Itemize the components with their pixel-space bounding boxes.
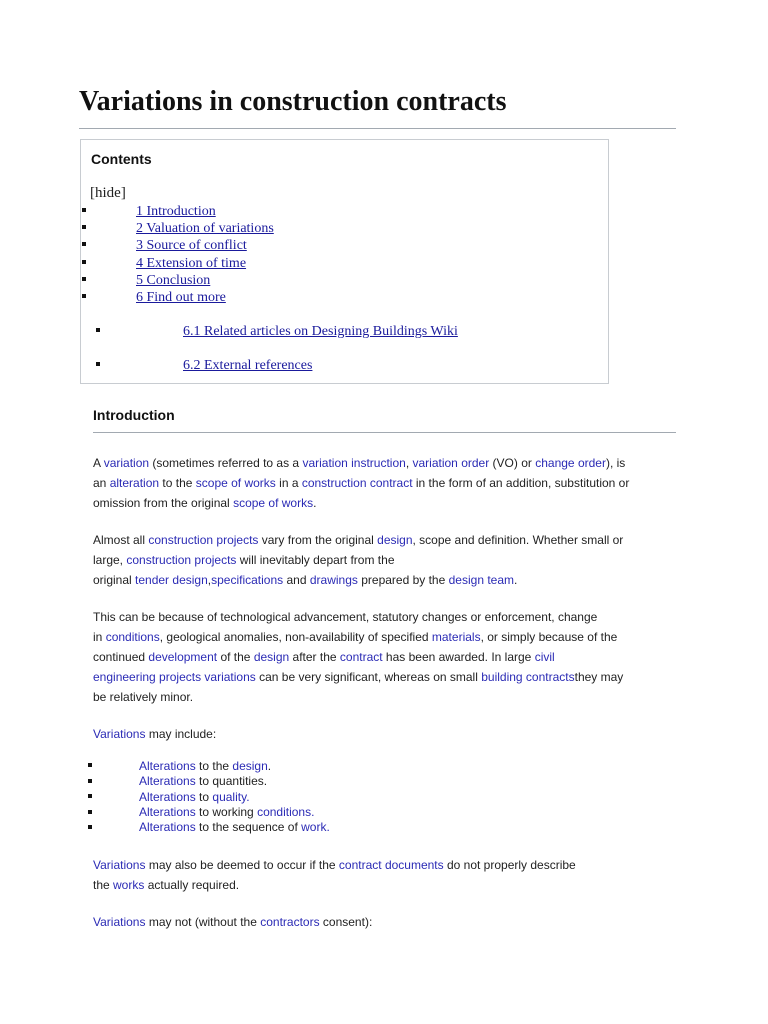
toc-heading: Contents — [91, 151, 152, 167]
list-item: Alterations to working conditions. — [139, 805, 315, 819]
text-line: A variation (sometimes referred to as a variation instruction, variation order (VO) or change order), is — [93, 456, 626, 470]
toc-bullet — [96, 362, 100, 366]
text-line: This can be because of technological advancement, statutory changes or enforcement, change — [93, 610, 598, 624]
link-quality[interactable]: quality. — [212, 790, 250, 804]
text-line: omission from the original scope of works. — [93, 496, 317, 510]
list-bullet — [88, 763, 92, 767]
text-line: continued development of the design after the contract has been awarded. In large civil — [93, 650, 555, 664]
toc-link-conclusion[interactable]: 5 Conclusion — [136, 273, 211, 288]
intro-paragraph-6 — [93, 912, 372, 932]
section-divider — [93, 432, 676, 433]
link-variation-order[interactable]: variation order — [412, 456, 490, 470]
link-design-team[interactable]: design team — [448, 573, 514, 587]
toc-bullet — [82, 260, 86, 264]
link-alterations[interactable]: Alterations — [139, 805, 196, 819]
link-work[interactable]: work. — [301, 820, 330, 834]
link-conditions[interactable]: conditions. — [257, 805, 315, 819]
link-variations[interactable]: Variations — [93, 727, 146, 741]
title-divider — [79, 128, 676, 129]
link-development[interactable]: development — [148, 650, 218, 664]
link-alterations[interactable]: Alterations — [139, 759, 196, 773]
toc-link-conflict[interactable]: 3 Source of conflict — [136, 238, 247, 253]
toc-bullet — [82, 242, 86, 246]
link-building-contracts[interactable]: building contracts — [481, 670, 575, 684]
text-line: in conditions, geological anomalies, non-availability of specified materials, or simply because of the — [93, 630, 618, 644]
text-line: Variations may not (without the contractors consent): — [93, 915, 373, 929]
toc-link-introduction[interactable]: 1 Introduction — [136, 204, 216, 219]
link-design[interactable]: design — [377, 533, 413, 547]
intro-paragraph-1 — [93, 453, 629, 513]
link-variations[interactable]: variations — [204, 670, 256, 684]
link-variations[interactable]: Variations — [93, 858, 146, 872]
text-line: original tender design,specifications and drawings prepared by the design team. — [93, 573, 518, 587]
link-contract[interactable]: contract — [339, 650, 383, 664]
intro-paragraph-3 — [93, 607, 623, 707]
text-line: be relatively minor. — [93, 690, 194, 704]
link-conditions[interactable]: conditions — [105, 630, 160, 644]
link-construction-projects[interactable]: construction projects — [126, 553, 237, 567]
link-construction-projects[interactable]: construction projects — [148, 533, 259, 547]
toc-link-find-out-more[interactable]: 6 Find out more — [136, 290, 226, 305]
text-line: Variations may include: — [93, 727, 217, 741]
toc-bullet — [82, 225, 86, 229]
link-design[interactable]: design — [232, 759, 268, 773]
intro-paragraph-4 — [93, 724, 216, 744]
text-line: large, construction projects will inevitably depart from the — [93, 553, 395, 567]
intro-paragraph-5 — [93, 855, 576, 895]
link-civil[interactable]: civil — [534, 650, 555, 664]
list-item: Alterations to the sequence of work. — [139, 820, 330, 834]
text-line: the works actually required. — [93, 878, 240, 892]
section-heading-introduction: Introduction — [93, 407, 175, 423]
link-alteration[interactable]: alteration — [109, 476, 160, 490]
list-item: Alterations to quality. — [139, 790, 250, 804]
toc-hide-toggle[interactable]: [hide] — [90, 185, 126, 201]
list-bullet — [88, 810, 92, 814]
toc-bullet — [96, 328, 100, 332]
toc-link-related-articles[interactable]: 6.1 Related articles on Designing Buildings Wiki — [183, 324, 458, 339]
link-scope-of-works[interactable]: scope of works — [233, 496, 314, 510]
link-construction-contract[interactable]: construction contract — [301, 476, 413, 490]
link-design[interactable]: design — [253, 650, 290, 664]
link-scope-of-works[interactable]: scope of works — [195, 476, 276, 490]
toc-bullet — [82, 277, 86, 281]
list-bullet — [88, 825, 92, 829]
text-line: engineering projects variations can be very significant, whereas on small building contractsthey may — [93, 670, 624, 684]
link-variation-instruction[interactable]: variation instruction — [302, 456, 406, 470]
link-contractors[interactable]: contractors — [260, 915, 320, 929]
toc-link-external-references[interactable]: 6.2 External references — [183, 358, 313, 373]
link-change-order[interactable]: change order — [535, 456, 606, 470]
link-works[interactable]: works — [113, 878, 145, 892]
toc-bullet — [82, 208, 86, 212]
toc-bullet — [82, 294, 86, 298]
link-variations[interactable]: Variations — [93, 915, 146, 929]
intro-paragraph-2 — [93, 530, 623, 590]
link-materials[interactable]: materials — [431, 630, 481, 644]
link-alterations[interactable]: Alterations — [139, 774, 196, 788]
toc-link-extension[interactable]: 4 Extension of time — [136, 256, 247, 271]
link-specifications[interactable]: specifications — [211, 573, 284, 587]
list-bullet — [88, 794, 92, 798]
list-item: Alterations to the design. — [139, 759, 272, 773]
link-alterations[interactable]: Alterations — [139, 790, 196, 804]
link-alterations[interactable]: Alterations — [139, 820, 196, 834]
link-engineering-projects[interactable]: engineering projects — [93, 670, 202, 684]
toc-link-valuation[interactable]: 2 Valuation of variations — [136, 221, 274, 236]
link-variation[interactable]: variation — [103, 456, 150, 470]
link-drawings[interactable]: drawings — [309, 573, 358, 587]
text-line: Almost all construction projects vary from the original design, scope and definition. Whether small or — [93, 533, 624, 547]
list-item: Alterations to quantities. — [139, 774, 268, 788]
list-bullet — [88, 779, 92, 783]
page-title: Variations in construction contracts — [79, 86, 507, 117]
link-contract-documents[interactable]: contract documents — [338, 858, 444, 872]
text-line: an alteration to the scope of works in a construction contract in the form of an addition, substitution or — [93, 476, 630, 490]
text-line: Variations may also be deemed to occur if the contract documents do not properly describe — [93, 858, 576, 872]
link-tender-design[interactable]: tender design — [135, 573, 208, 587]
